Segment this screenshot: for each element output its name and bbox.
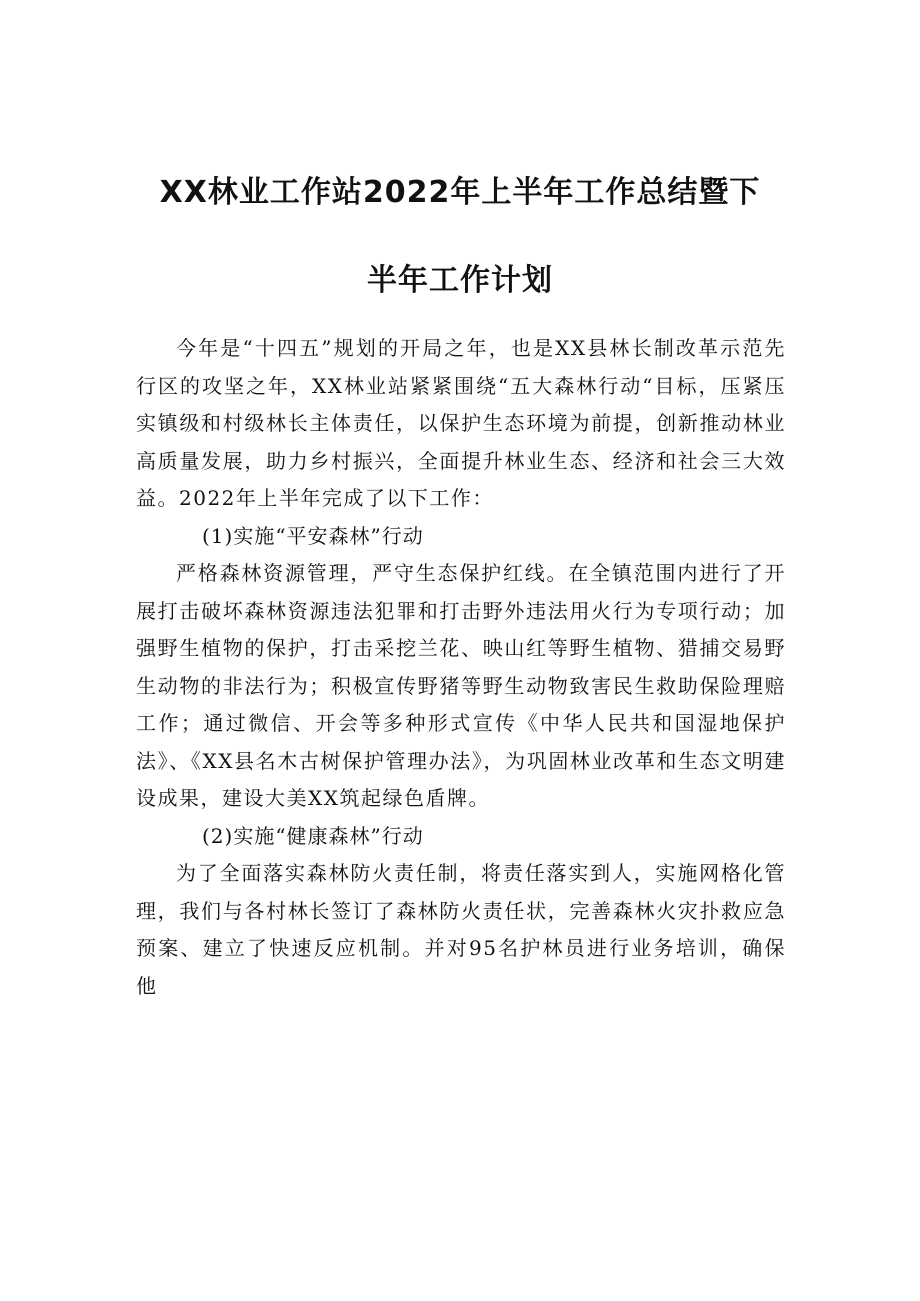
section-paragraph-2: 为了全面落实森林防火责任制，将责任落实到人，实施网格化管理，我们与各村林长签订了森林防火责任状，完善森林火灾扑救应急预案、建立了快速反应机制。并对95名护林员进行业务培训，确保他: [136, 861, 786, 998]
intro-paragraph: 今年是“十四五”规划的开局之年，也是XX县林长制改革示范先行区的攻坚之年，XX林业站紧紧围绕“五大森林行动“目标，压紧压实镇级和村级林长主体责任，以保护生态环境为前提，创新推动林业高质量发展，助力乡村振兴，全面提升林业生态、经济和社会三大效益。2022年上半年完成了以下工作：: [136, 336, 786, 510]
section-paragraph-1: 严格森林资源管理，严守生态保护红线。在全镇范围内进行了开展打击破坏森林资源违法犯罪和打击野外违法用火行为专项行动；加强野生植物的保护，打击采挖兰花、映山红等野生植物、猎捕交易野生动物的非法行为；积极宣传野猪等野生动物致害民生救助保险理赔工作；通过微信、开会等多种形式宣传《中华人民共和国湿地保护法》、《XX县名木古树保护管理办法》，为巩固林业改革和生态文明建设成果，建设大美XX筑起绿色盾牌。: [136, 561, 786, 810]
document-body: [136, 330, 786, 1005]
section-heading-2: (2)实施“健康森林”行动: [202, 823, 424, 848]
document-title-line-1: XX林业工作站2022年上半年工作总结暨下: [159, 175, 761, 210]
section-heading-1: (1)实施“平安森林”行动: [202, 523, 424, 548]
document-title-line-2: 半年工作计划: [367, 263, 553, 298]
